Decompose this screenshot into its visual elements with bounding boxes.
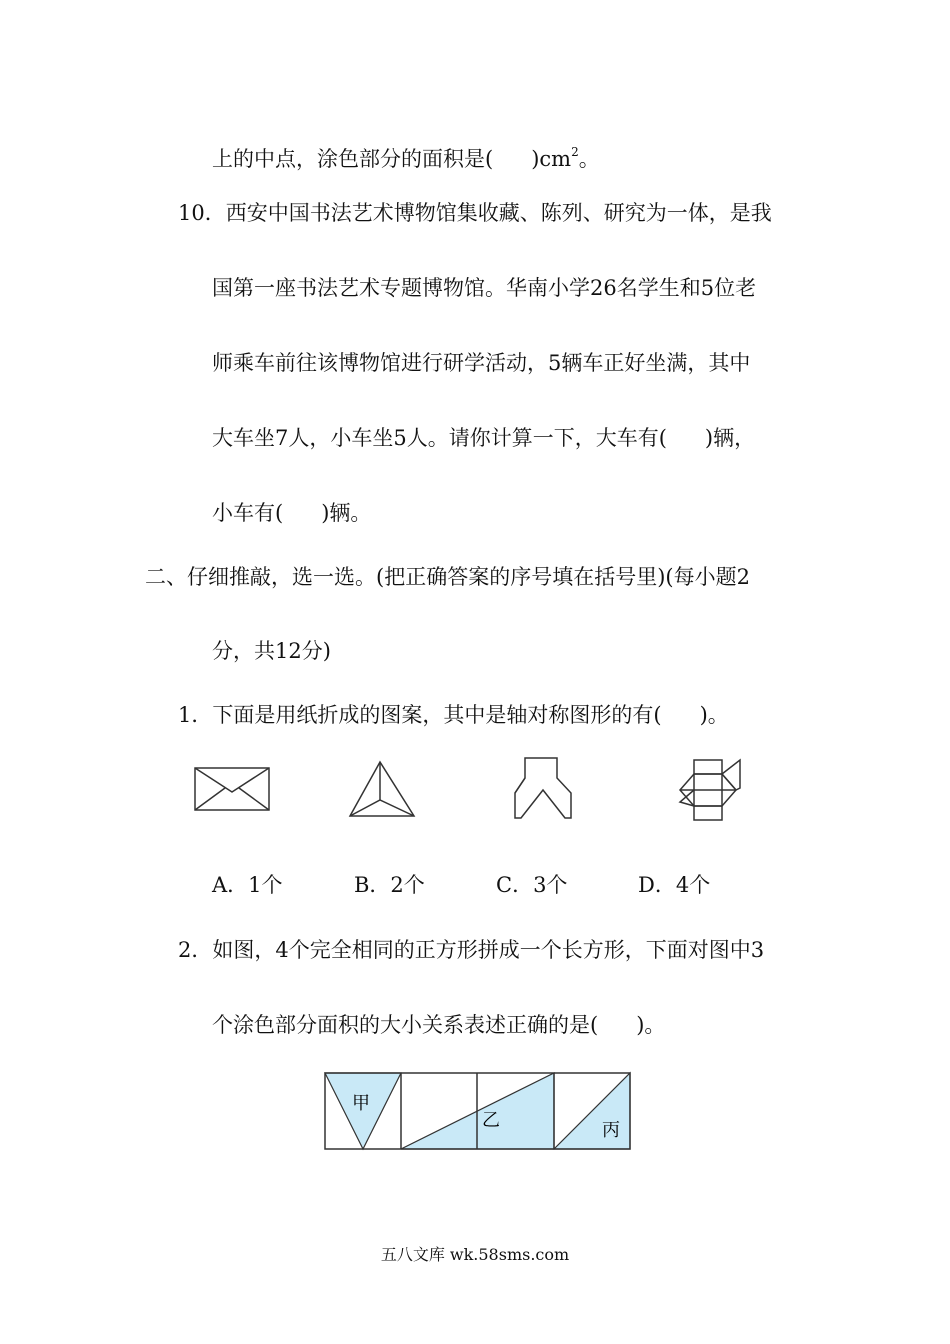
q10-line-4 [212, 423, 755, 453]
q10-line-1: 10．西安中国书法艺术博物馆集收藏、陈列、研究为一体，是我 [178, 201, 772, 225]
option-a[interactable]: A．1个 [212, 873, 283, 897]
label-yi: 乙 [482, 1110, 500, 1131]
folded-fish-figure [676, 758, 746, 824]
s2q1-stem [178, 700, 729, 730]
q10-line-3: 师乘车前往该博物馆进行研学活动，5辆车正好坐满，其中 [212, 351, 751, 375]
s2q2-line-1: 2．如图，4个完全相同的正方形拼成一个长方形，下面对图中3 [178, 938, 765, 962]
q10-line-5-end: )辆。 [321, 501, 372, 525]
section-2-heading-cont: 分，共12分) [212, 639, 331, 663]
q10-line-5 [212, 498, 371, 528]
label-bing: 丙 [602, 1120, 620, 1141]
q9-tail-end: 。 [578, 147, 600, 171]
s2q2-line-2-end: )。 [636, 1013, 666, 1037]
option-c[interactable]: C．3个 [496, 873, 568, 897]
q9-tail-line [212, 137, 600, 174]
q10-line-4-end: )辆， [704, 426, 756, 450]
q9-tail-text: 上的中点，涂色部分的面积是( [212, 147, 494, 171]
q10-line-2: 国第一座书法艺术专题博物馆。华南小学26名学生和5位老 [212, 276, 757, 300]
q9-tail-superscript: 2 [571, 145, 579, 159]
label-jia: 甲 [352, 1093, 370, 1114]
four-squares-figure [324, 1072, 634, 1152]
q9-tail-unit: )cm [531, 147, 572, 171]
s2q1-stem-end: )。 [699, 703, 729, 727]
folded-arrow-figure [511, 756, 577, 822]
s2q1-stem-text: 1．下面是用纸折成的图案，其中是轴对称图形的有( [178, 703, 662, 727]
q10-line-4-text: 大车坐7人，小车坐5人。请你计算一下，大车有( [212, 426, 667, 450]
envelope-figure [193, 766, 273, 816]
section-2-heading: 二、仔细推敲，选一选。(把正确答案的序号填在括号里)(每小题2 [145, 565, 750, 589]
paper-plane-figure [348, 760, 418, 820]
option-d[interactable]: D．4个 [638, 873, 711, 897]
q10-line-5-text: 小车有( [212, 501, 284, 525]
footer-watermark: 五八文库 wk.58sms.com [380, 1245, 570, 1264]
s2q2-line-2 [212, 1010, 665, 1040]
option-b[interactable]: B．2个 [354, 873, 425, 897]
s2q2-line-2-text: 个涂色部分面积的大小关系表述正确的是( [212, 1013, 599, 1037]
